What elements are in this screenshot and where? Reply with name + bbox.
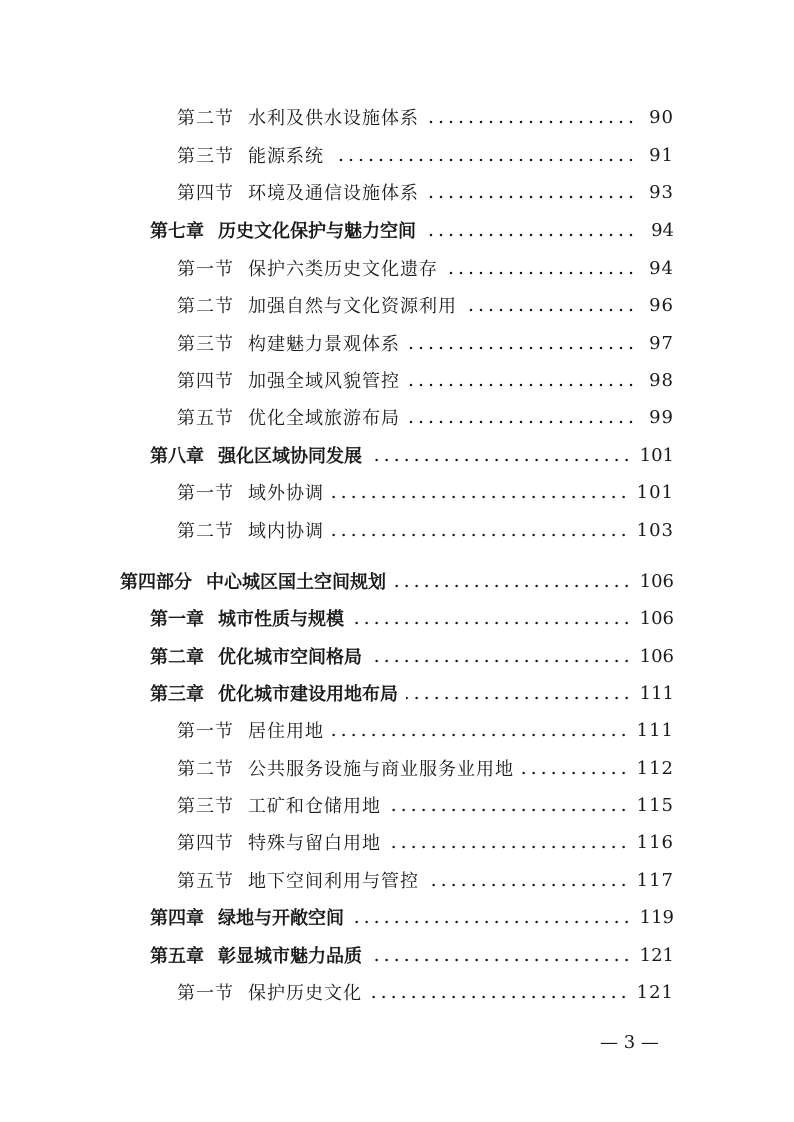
- toc-title: 保护历史文化: [248, 983, 362, 1004]
- toc-number: 第三节: [177, 334, 234, 355]
- toc-entry[interactable]: [150, 903, 674, 931]
- toc-title: 地下空间利用与管控: [248, 871, 419, 892]
- toc-title: 历史文化保护与魅力空间: [218, 221, 416, 242]
- toc-title: 域外协调: [248, 483, 324, 504]
- dot-leader: [427, 195, 636, 199]
- toc-number: 第五章: [150, 946, 204, 967]
- toc-page: 112: [636, 757, 674, 779]
- dot-leader: [332, 495, 629, 499]
- toc-entry[interactable]: [120, 567, 674, 595]
- toc-title: 加强全域风貌管控: [248, 371, 400, 392]
- dot-leader: [394, 584, 632, 588]
- toc-page: 99: [649, 406, 674, 428]
- toc-page: 91: [649, 144, 674, 166]
- dot-leader: [465, 308, 636, 312]
- toc-number: 第一节: [177, 259, 234, 280]
- toc-entry[interactable]: [177, 329, 674, 357]
- toc-number: 第四章: [150, 908, 204, 929]
- toc-number: 第三节: [177, 796, 234, 817]
- toc-number: 第二节: [177, 108, 234, 129]
- toc-entry[interactable]: [177, 866, 674, 894]
- toc-page: 106: [639, 607, 674, 629]
- toc-number: 第一节: [177, 983, 234, 1004]
- toc-number: 第五节: [177, 408, 234, 429]
- toc-page: 116: [636, 831, 674, 853]
- toc-page: 111: [639, 682, 674, 704]
- toc-entry[interactable]: [177, 828, 674, 856]
- toc-number: 第二节: [177, 521, 234, 542]
- toc-entry[interactable]: [177, 403, 674, 431]
- dot-leader: [352, 920, 632, 924]
- toc-page: 94: [649, 257, 674, 279]
- toc-page: 106: [639, 570, 674, 592]
- toc-number: 第一节: [177, 721, 234, 742]
- toc-entry[interactable]: [177, 141, 674, 169]
- toc-entry[interactable]: [177, 178, 674, 206]
- dot-leader: [446, 271, 636, 275]
- toc-number: 第四部分: [120, 572, 192, 593]
- toc-page: 121: [636, 981, 674, 1003]
- toc-page: 97: [649, 332, 674, 354]
- toc-title: 构建魅力景观体系: [248, 334, 400, 355]
- toc-title: 水利及供水设施体系: [248, 108, 419, 129]
- dot-leader: [370, 659, 632, 663]
- toc-number: 第三节: [177, 146, 234, 167]
- toc-page: 94: [651, 219, 674, 241]
- dot-leader: [389, 808, 629, 812]
- toc-page: 106: [639, 645, 674, 667]
- toc-entry[interactable]: [177, 978, 674, 1006]
- dot-leader: [389, 845, 629, 849]
- toc-page: 93: [649, 181, 674, 203]
- dot-leader: [408, 420, 636, 424]
- toc-title: 城市性质与规模: [218, 609, 344, 630]
- dot-leader: [408, 346, 636, 350]
- toc-entry[interactable]: [150, 604, 674, 632]
- toc-title: 域内协调: [248, 521, 324, 542]
- toc-title: 优化全域旅游布局: [248, 408, 400, 429]
- dot-leader: [352, 621, 632, 625]
- toc-title: 能源系统: [248, 146, 324, 167]
- dot-leader: [332, 533, 629, 537]
- toc-entry[interactable]: [177, 254, 674, 282]
- toc-page: 117: [636, 869, 674, 891]
- toc-page: 90: [649, 106, 674, 128]
- dot-leader: [424, 233, 636, 237]
- toc-title: 优化城市空间格局: [218, 647, 362, 668]
- dot-leader: [370, 958, 632, 962]
- toc-number: 第二节: [177, 759, 234, 780]
- toc-title: 绿地与开敞空间: [218, 908, 344, 929]
- toc-number: 第二章: [150, 647, 204, 668]
- toc-number: 第四节: [177, 371, 234, 392]
- toc-number: 第一节: [177, 483, 234, 504]
- dot-leader: [370, 995, 629, 999]
- dot-leader: [408, 383, 636, 387]
- toc-page: 96: [649, 294, 674, 316]
- toc-title: 强化区域协同发展: [218, 446, 362, 467]
- toc-title: 公共服务设施与商业服务业用地: [248, 759, 514, 780]
- toc-entry[interactable]: [177, 291, 674, 319]
- toc-page: 98: [649, 369, 674, 391]
- toc-entry[interactable]: [150, 679, 674, 707]
- toc-entry[interactable]: [177, 791, 674, 819]
- toc-entry[interactable]: [150, 216, 674, 244]
- dot-leader: [427, 883, 629, 887]
- toc-number: 第一章: [150, 609, 204, 630]
- toc-entry[interactable]: [177, 366, 674, 394]
- toc-number: 第八章: [150, 446, 204, 467]
- dot-leader: [332, 733, 629, 737]
- toc-page: 119: [639, 906, 674, 928]
- dot-leader: [522, 771, 629, 775]
- dot-leader: [427, 120, 636, 124]
- toc-title: 居住用地: [248, 721, 324, 742]
- dot-leader: [406, 696, 632, 700]
- toc-entry[interactable]: [150, 441, 674, 469]
- dot-leader: [332, 158, 636, 162]
- toc-title: 环境及通信设施体系: [248, 183, 419, 204]
- toc-entry[interactable]: [177, 716, 674, 744]
- toc-page: 121: [639, 944, 674, 966]
- toc-page: 115: [636, 794, 674, 816]
- toc-entry[interactable]: [177, 478, 674, 506]
- toc-entry[interactable]: [150, 642, 674, 670]
- toc-title: 特殊与留白用地: [248, 833, 381, 854]
- toc-page: 111: [636, 719, 674, 741]
- toc-title: 工矿和仓储用地: [248, 796, 381, 817]
- toc-page: 101: [636, 481, 674, 503]
- toc-number: 第二节: [177, 296, 234, 317]
- toc-entry[interactable]: [177, 516, 674, 544]
- toc-number: 第四节: [177, 183, 234, 204]
- toc-entry[interactable]: [150, 941, 674, 969]
- page-number-footer: — 3 —: [600, 1032, 659, 1053]
- dot-leader: [370, 458, 632, 462]
- toc-number: 第四节: [177, 833, 234, 854]
- toc-number: 第三章: [150, 684, 204, 705]
- toc-title: 保护六类历史文化遗存: [248, 259, 438, 280]
- toc-title: 加强自然与文化资源利用: [248, 296, 457, 317]
- toc-entry[interactable]: [177, 103, 674, 131]
- toc-title: 中心城区国土空间规划: [206, 572, 386, 593]
- toc-page: 101: [639, 444, 674, 466]
- toc-number: 第七章: [150, 221, 204, 242]
- toc-entry[interactable]: [177, 754, 674, 782]
- toc-title: 彰显城市魅力品质: [218, 946, 362, 967]
- toc-page: 103: [636, 519, 674, 541]
- toc-number: 第五节: [177, 871, 234, 892]
- toc-title: 优化城市建设用地布局: [218, 684, 398, 705]
